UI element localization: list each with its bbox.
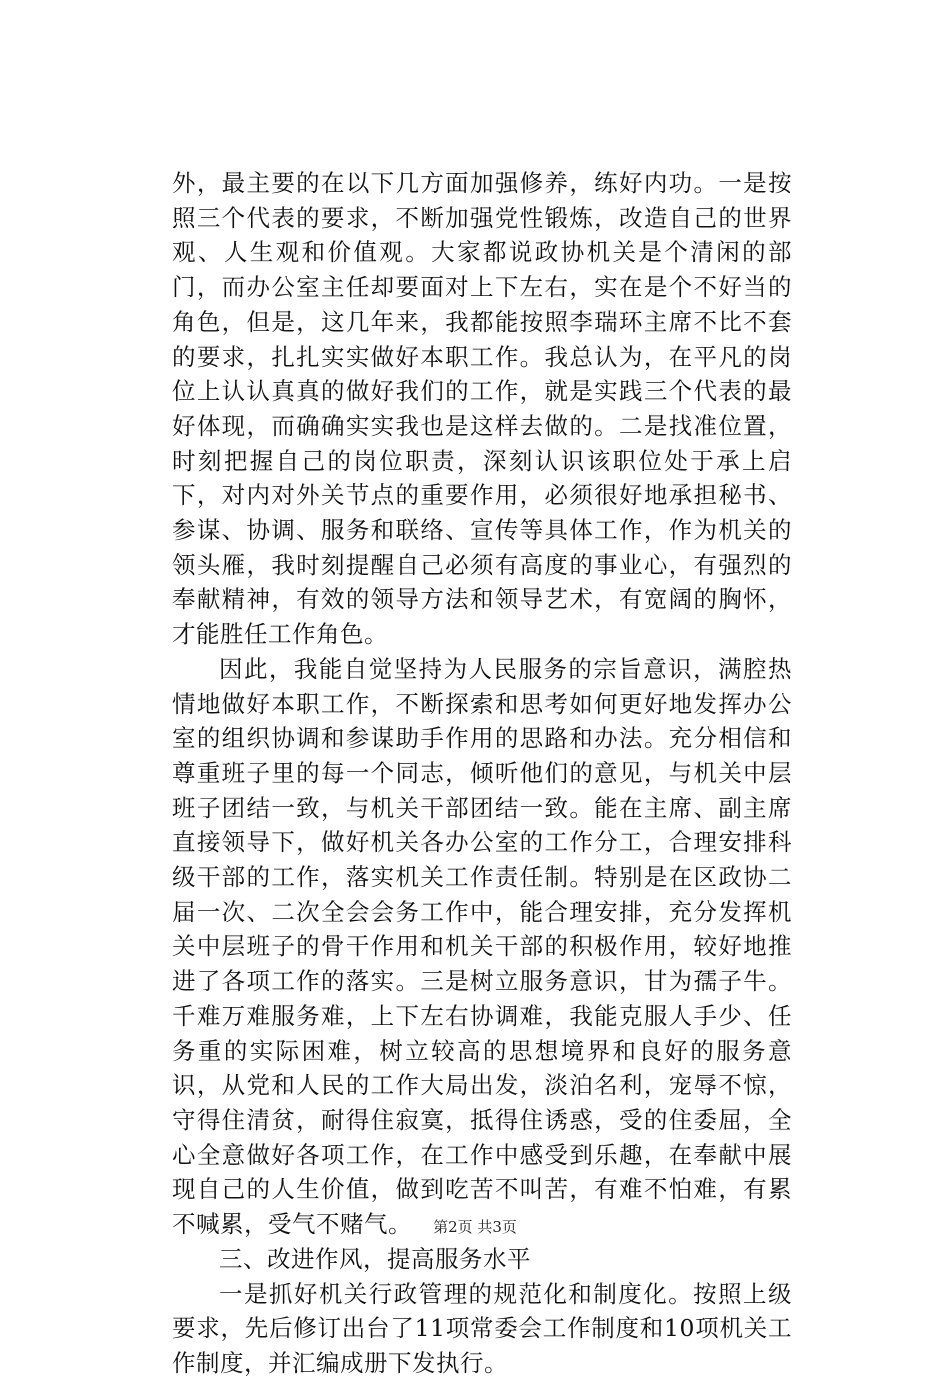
paragraph-continuation: 外，最主要的在以下几方面加强修养，练好内功。一是按照三个代表的要求，不断加强党性锻炼，改造自己的世界观、人生观和价值观。大家都说政协机关是个清闲的部门，而办公室主任却要面对上下左右，实在是个不好当的角色，但是，这几年来，我都能按照李瑞环主席不比不套的要求，扎扎实实做好本职工作。我总认为，在平凡的岗位上认认真真的做好我们的工作，就是实践三个代表的最好体现，而确确实实我也是这样去做的。二是找准位置，时刻把握自己的岗位职责，深刻认识该职位处于承上启下，对内对外关节点的重要作用，必须很好地承担秘书、参谋、协调、服务和联络、宣传等具体工作，作为机关的领头雁，我时刻提醒自己必须有高度的事业心，有强烈的奉献精神，有效的领导方法和领导艺术，有宽阔的胸怀，才能胜任工作角色。 (172, 169, 792, 649)
section-heading: 三、改进作风，提高服务水平 (219, 1244, 531, 1273)
document-body (172, 166, 792, 1381)
paragraph-service-awareness: 因此，我能自觉坚持为人民服务的宗旨意识，满腔热情地做好本职工作，不断探索和思考如何更好地发挥办公室的组织协调和参谋助手作用的思路和办法。充分相信和尊重班子里的每一个同志，倾听他们的意见，与机关中层班子团结一致，与机关干部团结一致。能在主席、副主席直接领导下，做好机关各办公室的工作分工，合理安排科级干部的工作，落实机关工作责任制。特别是在区政协二届一次、二次全会会务工作中，能合理安排，充分发挥机关中层班子的骨干作用和机关干部的积极作用，较好地推进了各项工作的落实。三是树立服务意识，甘为孺子牛。千难万难服务难，上下左右协调难，我能克服人手少、任务重的实际困难，树立较高的思想境界和良好的服务意识，从党和人民的工作大局出发，淡泊名利，宠辱不惊，守得住清贫，耐得住寂寞，抵得住诱惑，受的住委屈，全心全意做好各项工作，在工作中感受到乐趣，在奉献中展现自己的人生价值，做到吃苦不叫苦，有难不怕难，有累不喊累，受气不赌气。 (172, 654, 792, 1239)
paragraph-regulations: 一是抓好机关行政管理的规范化和制度化。按照上级要求，先后修订出台了11项常委会工作制度和10项机关工作制度，并汇编成册下发执行。 (172, 1279, 792, 1377)
page-footer: 第2页 共3页 (433, 1218, 517, 1236)
